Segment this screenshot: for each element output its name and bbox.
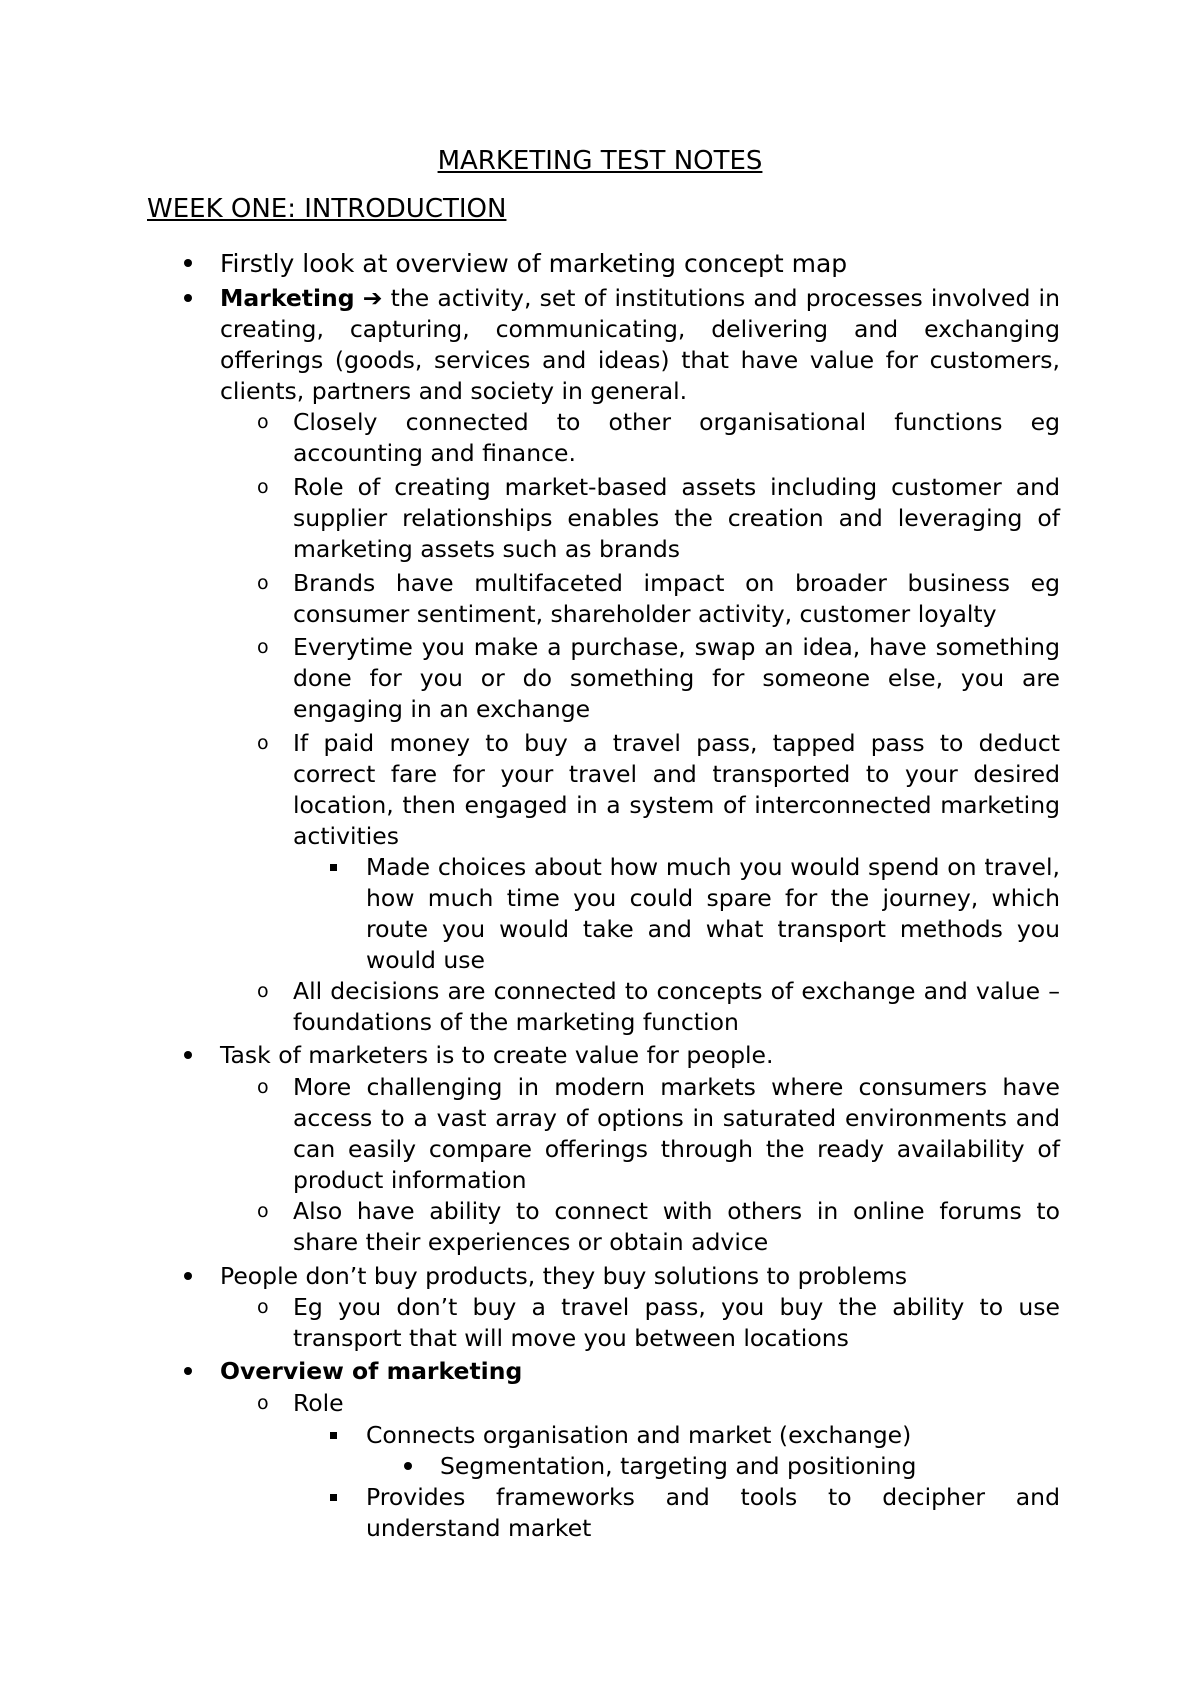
list-item [257,1196,1060,1258]
list-item [257,472,1060,565]
circle-bullet-icon: o [257,1392,269,1414]
circle-bullet-icon: o [257,980,269,1002]
list-item-text: Also have ability to connect with others in online forums to share their experiences or obtain advice [293,1197,1060,1256]
circle-bullet-icon: o [257,476,269,498]
circle-bullet-icon: o [257,636,269,658]
list-item [257,1072,1060,1196]
list-item-text: Overview of marketing [220,1357,523,1385]
arrow-right-icon: ➔ [362,284,383,312]
list-item-text: Eg you don’t buy a travel pass, you buy the ability to use transport that will move you between locations [293,1293,1060,1352]
list-item [257,1292,1060,1354]
circle-bullet-icon: o [257,572,269,594]
list-item-text: People don’t buy products, they buy solutions to problems [220,1262,908,1290]
list-item [440,1451,1060,1482]
list-item [220,283,1060,407]
list-item [220,1261,1060,1292]
list-item-text: Firstly look at overview of marketing concept map [220,249,848,278]
document-title: MARKETING TEST NOTES [437,146,763,176]
circle-bullet-icon: o [257,411,269,433]
list-item-text: More challenging in modern markets where consumers have access to a vast array of options in saturated environments and can easily compare offerings through the ready availability of product information [293,1073,1060,1194]
list-item-text: Task of marketers is to create value for people. [220,1041,774,1069]
circle-bullet-icon: o [257,1296,269,1318]
list-item-text: Closely connected to other organisational functions eg accounting and finance. [293,408,1060,467]
list-item [366,1420,1060,1451]
circle-bullet-icon: o [257,1076,269,1098]
list-item-text [220,283,1060,407]
list-item [220,248,1060,279]
list-item-text: If paid money to buy a travel pass, tapped pass to deduct correct fare for your travel and transported to your desired location, then engaged in a system of interconnected marketing activities [293,729,1060,850]
list-item [220,1356,1060,1387]
list-item [257,1388,1060,1419]
list-item [257,976,1060,1038]
list-item-text: Role [293,1389,344,1417]
list-item [257,407,1060,469]
list-item [257,568,1060,630]
definition-text: the activity, set of institutions and processes involved in creating, capturing, communicating, delivering and exchanging offerings (goods, services and ideas) that have value for customers, clients, partners and society in general. [220,284,1060,405]
term-marketing: Marketing [220,284,355,312]
list-item-text: Role of creating market-based assets including customer and supplier relationships enables the creation and leveraging of marketing assets such as brands [293,473,1060,563]
list-item [366,852,1060,976]
circle-bullet-icon: o [257,732,269,754]
list-item-text: All decisions are connected to concepts of exchange and value – foundations of the marketing function [293,977,1060,1036]
week-heading: WEEK ONE: INTRODUCTION [147,194,507,224]
circle-bullet-icon: o [257,1200,269,1222]
list-item-text: Segmentation, targeting and positioning [440,1452,917,1480]
list-item [257,632,1060,725]
list-item-text: Brands have multifaceted impact on broader business eg consumer sentiment, shareholder activity, customer loyalty [293,569,1060,628]
list-item [220,1040,1060,1071]
list-item-text: Provides frameworks and tools to decipher and understand market [366,1483,1060,1542]
list-item [257,728,1060,852]
list-item-text: Everytime you make a purchase, swap an idea, have something done for you or do something for someone else, you are engaging in an exchange [293,633,1060,723]
list-item-text: Connects organisation and market (exchange) [366,1421,912,1449]
list-item [366,1482,1060,1544]
list-item-text: Made choices about how much you would spend on travel, how much time you could spare for the journey, which route you would take and what transport methods you would use [366,853,1060,974]
